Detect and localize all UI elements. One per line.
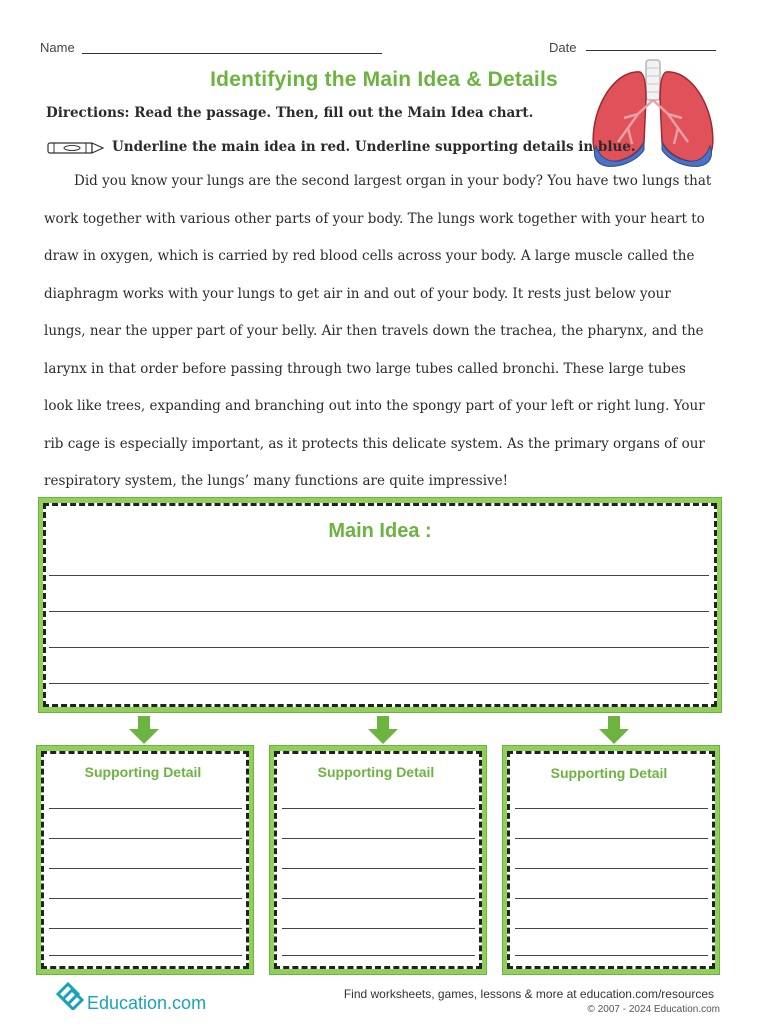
- footer-copyright: © 2007 - 2024 Education.com: [587, 1004, 720, 1015]
- date-label: Date: [549, 40, 577, 55]
- detail-heading-3: Supporting Detail: [550, 765, 668, 781]
- date-field[interactable]: [586, 50, 716, 51]
- name-field[interactable]: [82, 53, 382, 54]
- detail-3-line[interactable]: [515, 838, 708, 839]
- main-idea-line-1[interactable]: [49, 575, 709, 576]
- detail-3-line[interactable]: [515, 928, 708, 929]
- detail-heading-1: Supporting Detail: [84, 764, 202, 780]
- reading-passage: [44, 163, 716, 501]
- detail-2-line[interactable]: [282, 838, 475, 839]
- down-arrow-icon: [368, 716, 398, 744]
- main-idea-heading: Main Idea :: [328, 520, 432, 542]
- detail-1-line[interactable]: [49, 955, 242, 956]
- detail-3-line[interactable]: [515, 955, 708, 956]
- main-idea-line-3[interactable]: [49, 647, 709, 648]
- detail-2-line[interactable]: [282, 808, 475, 809]
- directions-line-2: Underline the main idea in red. Underline supporting details in blue.: [112, 139, 636, 155]
- detail-box-2: [274, 751, 482, 969]
- pencil-icon: [46, 140, 106, 154]
- detail-2-line[interactable]: [282, 868, 475, 869]
- detail-2-line[interactable]: [282, 898, 475, 899]
- detail-1-line[interactable]: [49, 928, 242, 929]
- page-title: Identifying the Main Idea & Details: [210, 68, 558, 91]
- detail-box-1: [41, 751, 249, 969]
- footer-tagline[interactable]: Find worksheets, games, lessons & more at education.com/resources: [343, 987, 714, 1001]
- down-arrow-icon: [599, 716, 629, 744]
- brand-name[interactable]: Education.com: [87, 993, 207, 1013]
- detail-1-line[interactable]: [49, 838, 242, 839]
- detail-2-line[interactable]: [282, 955, 475, 956]
- education-logo-icon: [52, 980, 86, 1010]
- detail-3-line[interactable]: [515, 808, 708, 809]
- main-idea-line-4[interactable]: [49, 683, 709, 684]
- detail-2-line[interactable]: [282, 928, 475, 929]
- detail-box-3: [507, 751, 715, 969]
- detail-1-line[interactable]: [49, 898, 242, 899]
- detail-3-line[interactable]: [515, 868, 708, 869]
- name-label: Name: [40, 40, 75, 55]
- directions-line-1: Directions: Read the passage. Then, fill out the Main Idea chart.: [46, 105, 534, 121]
- down-arrow-icon: [129, 716, 159, 744]
- passage-text: Did you know your lungs are the second largest organ in your body? You have two lungs that work together with various other parts of your body. The lungs work together with your heart to draw in oxygen, which is carried by red blood cells across your body. A large muscle called the diaphragm works with your lungs to get air in and out of your body. It rests just below your lungs, near the upper part of your belly. Air then travels down the trachea, the pharynx, and the larynx in that order before passing through two large tubes called bronchi. These large tubes look like trees, expanding and branching out into the spongy part of your left or right lung. Your rib cage is especially important, as it protects this delicate system. As the primary organs of our respiratory system, the lungs’ many functions are quite impressive!: [44, 173, 712, 489]
- detail-1-line[interactable]: [49, 868, 242, 869]
- main-idea-line-2[interactable]: [49, 611, 709, 612]
- detail-3-line[interactable]: [515, 898, 708, 899]
- detail-heading-2: Supporting Detail: [317, 764, 435, 780]
- detail-1-line[interactable]: [49, 808, 242, 809]
